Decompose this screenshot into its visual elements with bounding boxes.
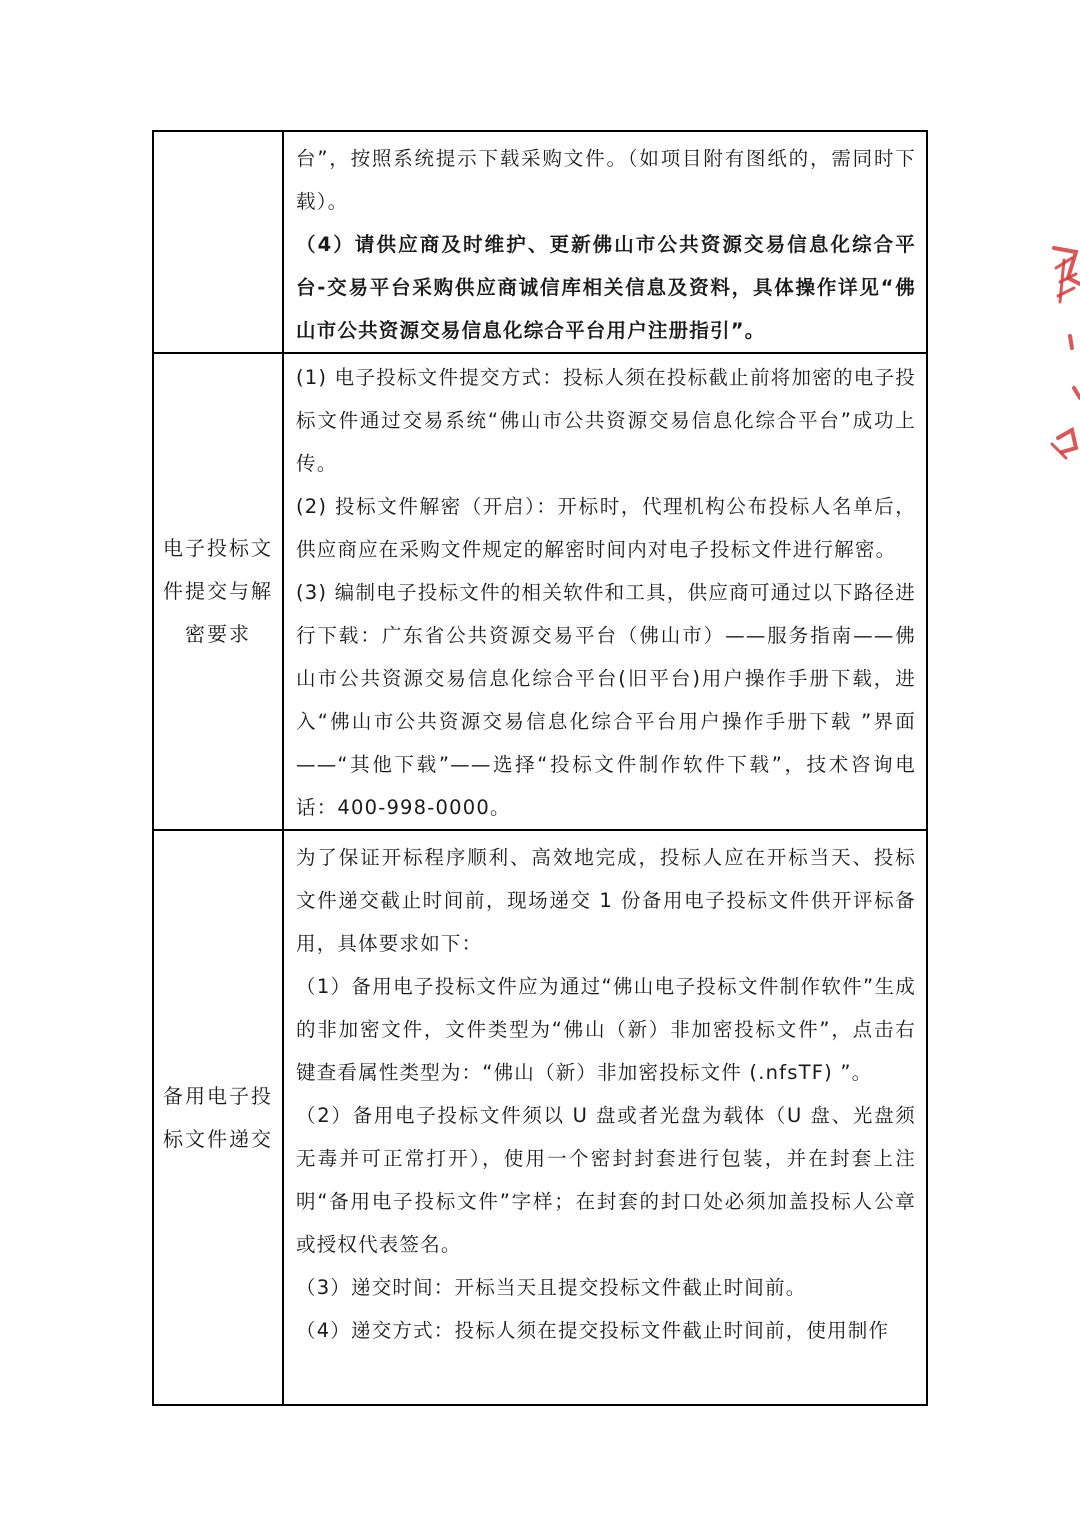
requirements-table xyxy=(152,130,928,1406)
table-row xyxy=(153,131,927,353)
paragraph: （2）备用电子投标文件须以 U 盘或者光盘为载体（U 盘、光盘须无毒并可正常打开），使用一个密封封套进行包装，并在封套上注明“备用电子投标文件”字样；在封套的封口处必须加盖投标人公章或授权代表签名。 xyxy=(296,1104,916,1256)
paragraph: (1) 电子投标文件提交方式：投标人须在投标截止前将加密的电子投标文件通过交易系统“佛山市公共资源交易信息化综合平台”成功上传。 xyxy=(296,366,916,475)
row-label-cell xyxy=(153,131,283,353)
stamp-ink xyxy=(1052,248,1080,458)
bold-paragraph: （4）请供应商及时维护、更新佛山市公共资源交易信息化综合平台-交易平台采购供应商诚信库相关信息及资料，具体操作详见“佛山市公共资源交易信息化综合平台用户注册指引”。 xyxy=(296,233,916,342)
row-content-cell xyxy=(283,353,927,830)
paragraph: （4）递交方式：投标人须在提交投标文件截止时间前，使用制作 xyxy=(296,1319,890,1342)
paragraph: （1）备用电子投标文件应为通过“佛山电子投标文件制作软件”生成的非加密文件，文件类型为“佛山（新）非加密投标文件”，点击右键查看属性类型为：“佛山（新）非加密投标文件 (.nfsTF) ”。 xyxy=(296,975,916,1084)
paragraph: 为了保证开标程序顺利、高效地完成，投标人应在开标当天、投标文件递交截止时间前，现场递交 1 份备用电子投标文件供开评标备用，具体要求如下： xyxy=(296,846,916,955)
row-label: 备用电子投标文件递交 xyxy=(163,1083,273,1151)
paragraph: （3）递交时间：开标当天且提交投标文件截止时间前。 xyxy=(296,1276,807,1299)
paragraph: (3) 编制电子投标文件的相关软件和工具，供应商可通过以下路径进行下载：广东省公共资源交易平台（佛山市）——服务指南——佛山市公共资源交易信息化综合平台(旧平台)用户操作手册下载，进入“佛山市公共资源交易信息化综合平台用户操作手册下载 ”界面——“其他下载”——选择“投标文件制作软件下载”，技术咨询电话：400-998-0000。 xyxy=(296,581,916,819)
row-label: 电子投标文件提交与解密要求 xyxy=(163,536,273,646)
row-content-cell xyxy=(283,830,927,1405)
row-content-cell xyxy=(283,131,927,353)
row-label-cell xyxy=(153,353,283,830)
table-row xyxy=(153,830,927,1405)
paragraph: (2) 投标文件解密（开启）：开标时，代理机构公布投标人名单后，供应商应在采购文件规定的解密时间内对电子投标文件进行解密。 xyxy=(296,495,916,561)
seal-stamp-fragment xyxy=(1046,238,1080,468)
paragraph: 台”，按照系统提示下载采购文件。（如项目附有图纸的，需同时下载）。 xyxy=(296,147,916,213)
table-row xyxy=(153,353,927,830)
row-label-cell xyxy=(153,830,283,1405)
